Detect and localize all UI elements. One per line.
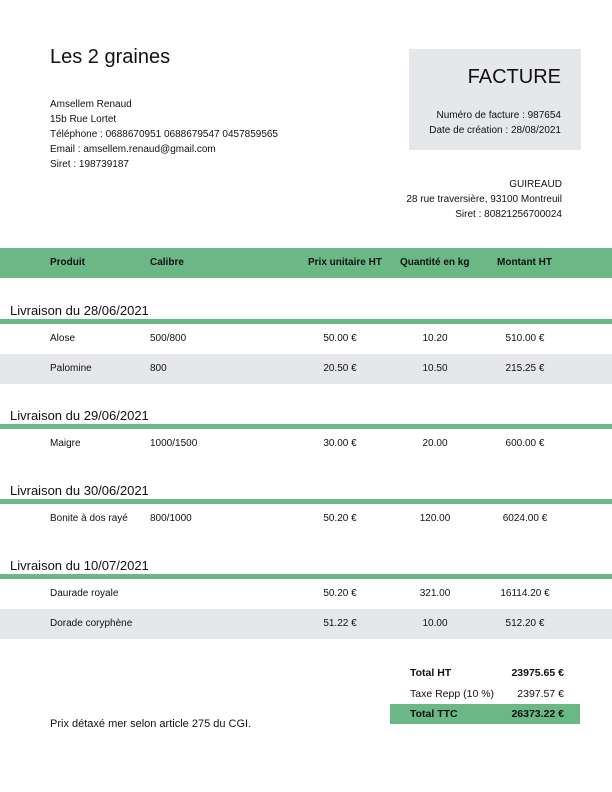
invoice-box <box>409 49 581 150</box>
header-amount: Montant HT <box>497 257 552 268</box>
invoice-title: FACTURE <box>467 66 561 88</box>
company-siret: Siret : 198739187 <box>50 159 129 170</box>
cell-product: Palomine <box>50 363 92 374</box>
company-info <box>50 97 278 172</box>
cell-amount: 6024.00 € <box>502 513 548 524</box>
total-ht-label: Total HT <box>410 667 452 679</box>
table-row <box>0 579 612 609</box>
cell-product: Maigre <box>50 438 81 449</box>
tax-note: Prix détaxé mer selon article 275 du CGI. <box>50 718 252 730</box>
cell-quantity: 10.20 <box>422 333 448 344</box>
table-row <box>0 429 612 459</box>
table-row <box>0 324 612 354</box>
cell-unit-price: 50.20 € <box>323 588 357 599</box>
total-ht-row <box>390 663 580 683</box>
cell-product: Alose <box>50 333 76 344</box>
delivery-title: Livraison du 10/07/2021 <box>10 558 149 573</box>
tax-value: 2397.57 € <box>517 688 564 700</box>
cell-unit-price: 30.00 € <box>323 438 357 449</box>
table-row <box>0 609 612 639</box>
cell-amount: 600.00 € <box>505 438 545 449</box>
cell-quantity: 10.00 <box>422 618 448 629</box>
client-info <box>406 177 562 222</box>
cell-unit-price: 20.50 € <box>323 363 357 374</box>
delivery-title: Livraison du 28/06/2021 <box>10 303 149 318</box>
table-header <box>0 248 612 278</box>
total-ttc-value: 26373.22 € <box>511 708 564 720</box>
client-siret: Siret : 80821256700024 <box>455 209 562 220</box>
total-ttc-row <box>390 704 580 724</box>
delivery-title: Livraison du 29/06/2021 <box>10 408 149 423</box>
table-row <box>0 504 612 534</box>
cell-caliber: 800/1000 <box>150 513 192 524</box>
cell-amount: 16114.20 € <box>500 588 550 599</box>
company-email: Email : amsellem.renaud@gmail.com <box>50 144 216 155</box>
company-name: Les 2 graines <box>50 46 171 68</box>
cell-quantity: 10.50 <box>422 363 448 374</box>
tax-row <box>390 684 580 704</box>
cell-quantity: 20.00 <box>422 438 448 449</box>
header-unit-price: Prix unitaire HT <box>308 257 382 268</box>
header-quantity: Quantité en kg <box>400 257 470 268</box>
cell-amount: 512.20 € <box>505 618 545 629</box>
cell-product: Daurade royale <box>50 588 119 599</box>
delivery-title: Livraison du 30/06/2021 <box>10 483 149 498</box>
header-caliber: Calibre <box>150 257 184 268</box>
cell-product: Dorade coryphène <box>50 618 133 629</box>
cell-unit-price: 51.22 € <box>323 618 357 629</box>
invoice-number: Numéro de facture : 987654 <box>436 110 561 121</box>
cell-quantity: 321.00 <box>419 588 451 599</box>
total-ht-value: 23975.65 € <box>511 667 564 679</box>
company-phone: Téléphone : 0688670951 0688679547 0457859565 <box>50 129 278 140</box>
cell-amount: 215.25 € <box>505 363 545 374</box>
cell-unit-price: 50.20 € <box>323 513 357 524</box>
cell-caliber: 500/800 <box>150 333 187 344</box>
total-ttc-label: Total TTC <box>410 708 458 720</box>
invoice-meta <box>429 108 561 138</box>
header-product: Produit <box>50 257 85 268</box>
table-row <box>0 354 612 384</box>
cell-caliber: 800 <box>150 363 167 374</box>
cell-unit-price: 50.00 € <box>323 333 357 344</box>
company-address: 15b Rue Lortet <box>50 114 117 125</box>
cell-caliber: 1000/1500 <box>150 438 198 449</box>
company-contact-name: Amsellem Renaud <box>50 99 132 110</box>
client-name: GUIREAUD <box>509 179 562 190</box>
cell-quantity: 120.00 <box>419 513 451 524</box>
cell-amount: 510.00 € <box>505 333 545 344</box>
tax-label: Taxe Repp (10 %) <box>410 688 495 700</box>
invoice-date: Date de création : 28/08/2021 <box>429 125 561 136</box>
client-address: 28 rue traversière, 93100 Montreuil <box>406 194 562 205</box>
cell-product: Bonite à dos rayé <box>50 513 128 524</box>
